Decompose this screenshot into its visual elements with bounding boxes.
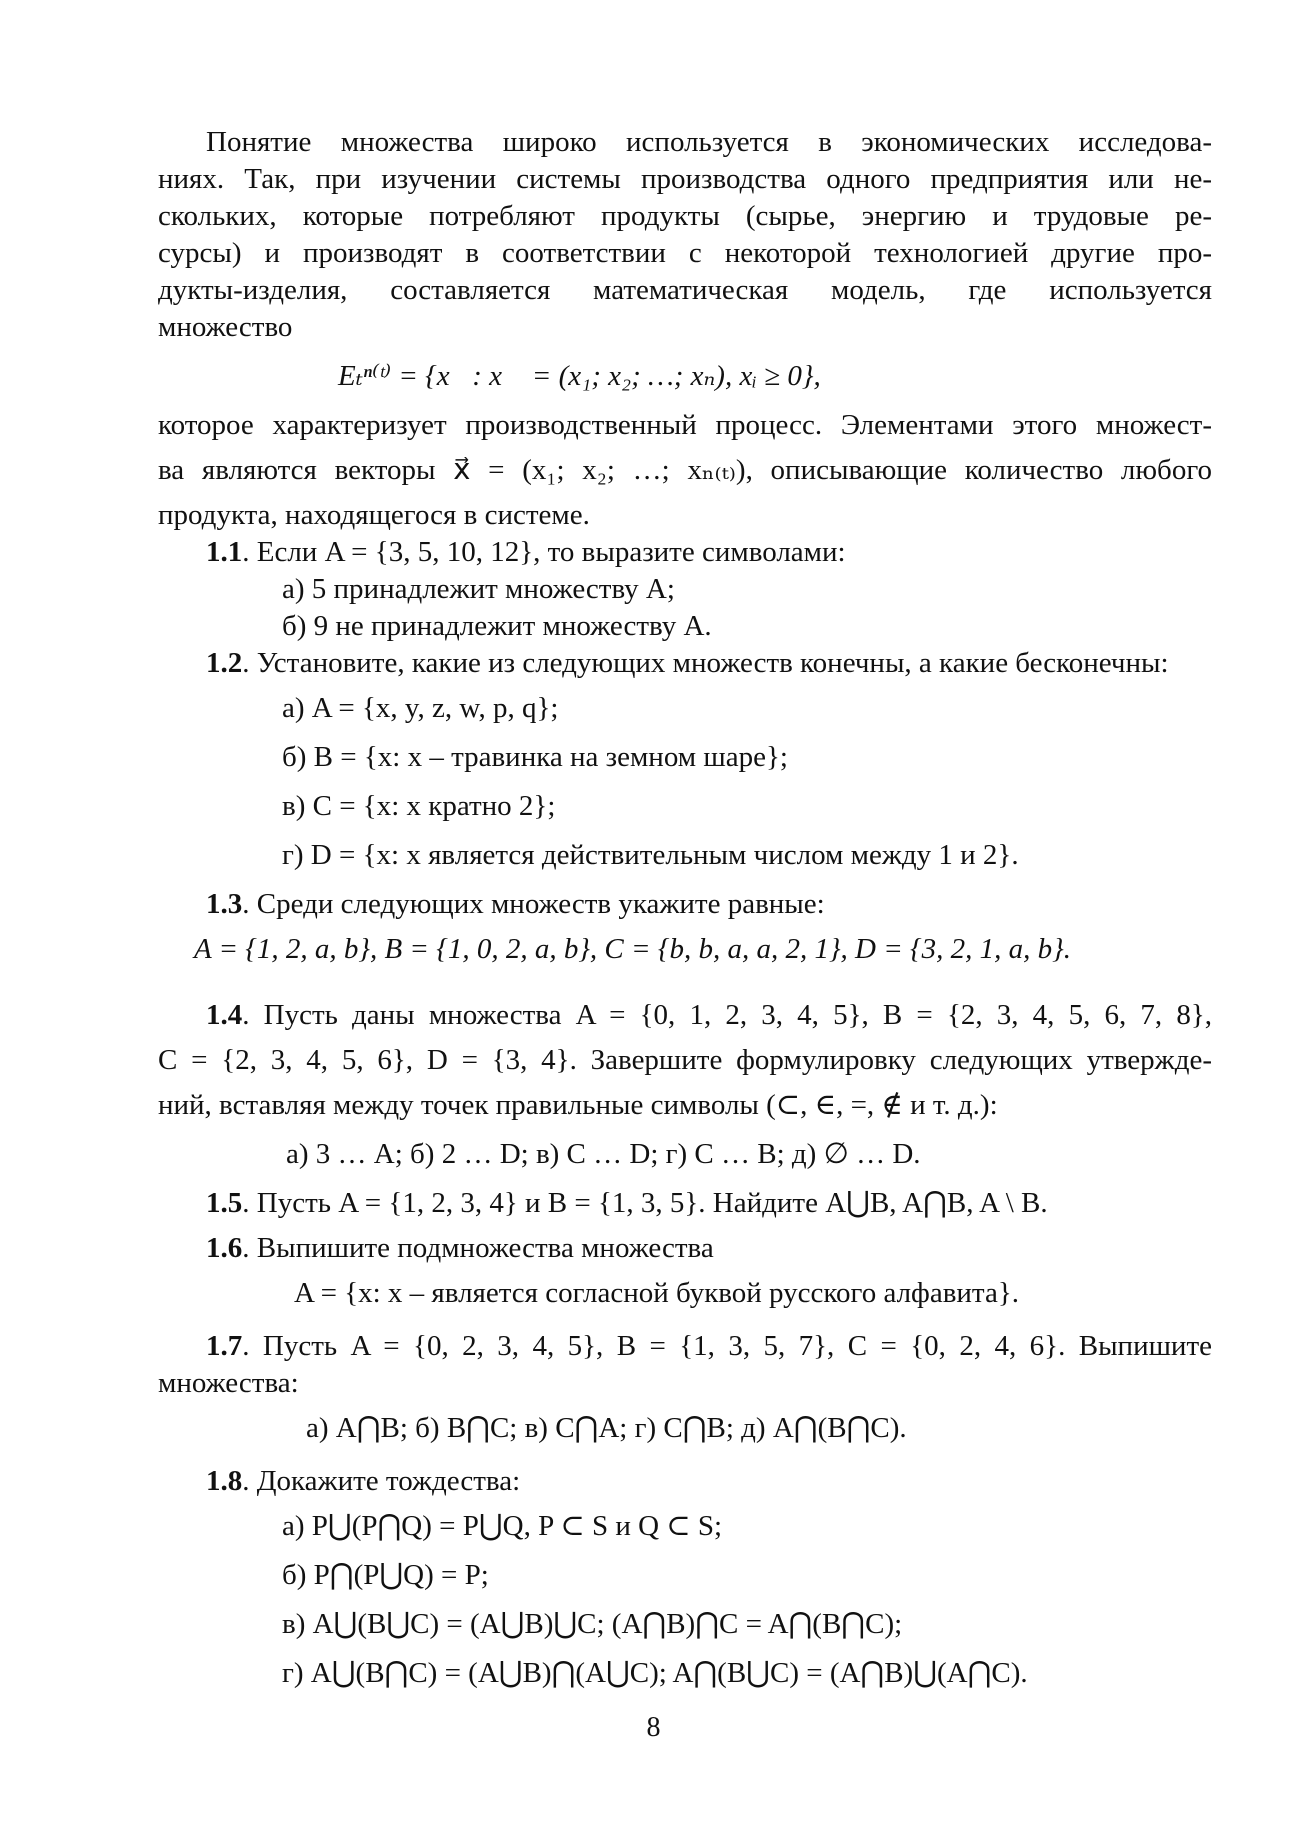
task-items: а) 3 … A; б) 2 … D; в) C … D; г) C … B; д) ∅ … D. xyxy=(286,1138,921,1170)
task-text: C = {2, 3, 4, 5, 6}, D = {3, 4}. Завершите формулировку следующих утвержде- xyxy=(158,1044,1212,1076)
task-text: ний, вставляя между точек правильные символы (⊂, ∈, =, ∉ и т. д.): xyxy=(158,1089,998,1121)
intro-line: ва являются векторы x⃗ = (x₁; x₂; …; xₙ₍ₜ₎), описывающие количество любого xyxy=(158,454,1212,486)
task-text: . Пусть даны множества A = {0, 1, 2, 3, 4, 5}, B = {2, 3, 4, 5, 6, 7, 8}, xyxy=(242,999,1212,1031)
task-number: 1.5 xyxy=(206,1187,243,1219)
task-number: 1.1 xyxy=(206,536,243,568)
task-set: A = {x: x – является согласной буквой русского алфавита}. xyxy=(294,1277,1019,1309)
task-1-5 xyxy=(158,1185,1212,1222)
task-text: . Пусть A = {1, 2, 3, 4} и B = {1, 3, 5}. Найдите A⋃B, A⋂B, A \ B. xyxy=(242,1187,1048,1219)
intro-line: скольких, которые потребляют продукты (сырье, энергию и трудовые ре- xyxy=(158,200,1212,232)
intro-line: дукты-изделия, составляется математическая модель, где используется xyxy=(158,274,1212,306)
task-item: б) P⋂(P⋃Q) = P; xyxy=(282,1559,489,1591)
task-item: а) P⋃(P⋂Q) = P⋃Q, P ⊂ S и Q ⊂ S; xyxy=(282,1510,723,1542)
intro-line: ниях. Так, при изучении системы производства одного предприятия или не- xyxy=(158,163,1212,195)
intro-line: множество xyxy=(158,311,293,343)
task-number: 1.2 xyxy=(206,647,243,679)
task-item: г) D = {x: x является действительным числом между 1 и 2}. xyxy=(282,839,1019,871)
task-1-2 xyxy=(158,645,1212,682)
task-item: в) A⋃(B⋃C) = (A⋃B)⋃C; (A⋂B)⋂C = A⋂(B⋂C); xyxy=(282,1608,903,1640)
task-number: 1.3 xyxy=(206,888,243,920)
task-text: . Выпишите подмножества множества xyxy=(242,1232,714,1264)
intro-line: Понятие множества широко используется в экономических исследова- xyxy=(206,126,1212,158)
task-number: 1.4 xyxy=(206,999,243,1031)
task-item: а) A = {x, y, z, w, p, q}; xyxy=(282,692,559,724)
task-1-8 xyxy=(158,1463,1212,1500)
task-item: в) C = {x: x кратно 2}; xyxy=(282,790,556,822)
task-1-7 xyxy=(158,1328,1212,1365)
task-text: множества: xyxy=(158,1367,299,1399)
task-1-4 xyxy=(158,997,1212,1034)
task-number: 1.8 xyxy=(206,1465,243,1497)
task-sets: A = {1, 2, a, b}, B = {1, 0, 2, a, b}, C = {b, b, a, a, 2, 1}, D = {3, 2, 1, a, b}. xyxy=(194,933,1071,965)
task-1-1 xyxy=(158,534,1212,571)
intro-line: сурсы) и производят в соответствии с некоторой технологией другие про- xyxy=(158,237,1212,269)
task-text: . Если A = {3, 5, 10, 12}, то выразите символами: xyxy=(242,536,846,568)
task-text: . Среди следующих множеств укажите равные: xyxy=(242,888,825,920)
task-text: . Пусть A = {0, 2, 3, 4, 5}, B = {1, 3, 5, 7}, C = {0, 2, 4, 6}. Выпишите xyxy=(242,1330,1212,1362)
task-text: . Установите, какие из следующих множеств конечны, а какие бесконечны: xyxy=(242,647,1169,679)
task-item: б) 9 не принадлежит множеству A. xyxy=(282,610,712,642)
task-item: г) A⋃(B⋂C) = (A⋃B)⋂(A⋃C); A⋂(B⋃C) = (A⋂B)⋃(A⋂C). xyxy=(282,1657,1028,1689)
task-number: 1.6 xyxy=(206,1232,243,1264)
task-item: б) B = {x: x – травинка на земном шаре}; xyxy=(282,741,788,773)
production-set-formula: Eₜⁿ⁽ᵗ⁾ = {x⃗: x⃗ = (x₁; x₂; …; xₙ), xᵢ ≥ 0}, xyxy=(338,360,821,392)
task-items: а) A⋂B; б) B⋂C; в) C⋂A; г) C⋂B; д) A⋂(B⋂C). xyxy=(306,1412,907,1444)
intro-line: продукта, находящегося в системе. xyxy=(158,499,590,531)
task-1-3 xyxy=(158,886,1212,923)
page-content xyxy=(158,124,1212,1692)
task-1-6 xyxy=(158,1230,1212,1267)
intro-line: которое характеризует производственный процесс. Элементами этого множест- xyxy=(158,409,1212,441)
task-item: а) 5 принадлежит множеству A; xyxy=(282,573,675,605)
task-number: 1.7 xyxy=(206,1330,243,1362)
page-number: 8 xyxy=(646,1712,661,1743)
task-text: . Докажите тождества: xyxy=(242,1465,521,1497)
